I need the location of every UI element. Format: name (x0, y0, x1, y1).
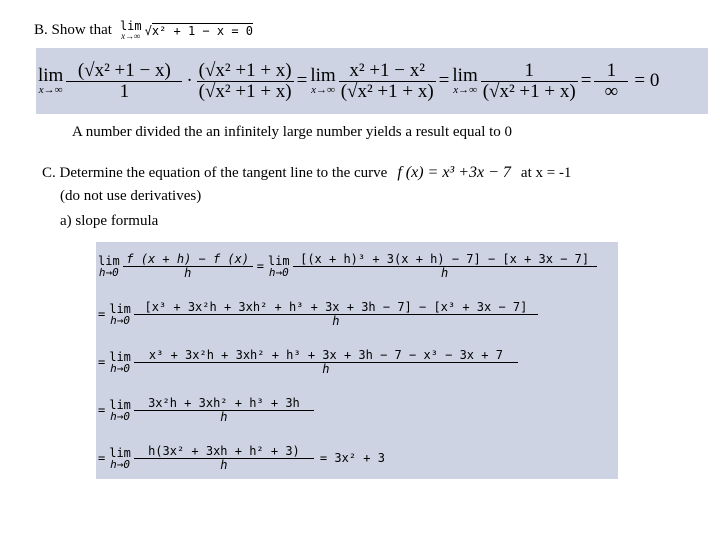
limit-word: lim (267, 253, 290, 268)
point-condition: at x = -1 (520, 164, 572, 181)
limit-subscript: h→0 (98, 265, 119, 279)
limit-operator (109, 303, 131, 326)
limit-operator (109, 447, 131, 470)
fraction-denominator: (√x² +1 + x) (198, 80, 292, 102)
fraction-numerator: f (x + h) − f (x) (126, 251, 250, 266)
limit-operator (310, 66, 335, 96)
equation-result: = 0 (634, 70, 660, 91)
derivation-line-1 (98, 246, 597, 286)
fraction-denominator: ∞ (594, 81, 628, 102)
fraction-numerator: (√x² +1 − x) (77, 59, 171, 81)
equals-sign: = (98, 355, 106, 369)
fraction-denominator: h (134, 314, 538, 328)
fraction-step1-right (197, 61, 294, 102)
equals-sign: = (580, 70, 592, 91)
fraction-line5 (134, 445, 314, 471)
slope-result: = 3x² + 3 (319, 451, 385, 465)
multiply-dot: · (186, 70, 193, 91)
equals-sign: = (98, 451, 106, 465)
fraction-denominator: h (293, 266, 597, 280)
partB-heading-text: B. Show that (34, 22, 112, 38)
fraction-step3 (481, 61, 578, 102)
fraction-step4 (594, 61, 628, 102)
fraction-denominator: (√x² +1 + x) (482, 80, 576, 102)
limit-subscript: h→0 (110, 409, 131, 423)
limit-subscript: x→∞ (38, 84, 63, 96)
equals-sign: = (438, 70, 450, 91)
limit-word: lim (98, 253, 120, 268)
fraction-denominator: h (134, 410, 314, 424)
derivation-line-3 (98, 342, 518, 382)
limit-subscript: h→0 (110, 457, 131, 471)
partC-heading-text: C. Determine the equation of the tangent line to the curve (42, 164, 388, 181)
limit-operator (109, 399, 131, 422)
limit-word: lim (38, 65, 64, 86)
partC-subnote: (do not use derivatives) (60, 188, 202, 204)
limit-word: lim (109, 349, 131, 364)
fraction-denominator: 1 (66, 81, 182, 102)
limit-subscript: x→∞ (311, 84, 335, 96)
fraction-line1-right (293, 253, 597, 279)
fraction-line1-left (123, 253, 253, 279)
limit-word: lim (109, 445, 131, 460)
limit-subscript: x→∞ (121, 31, 141, 41)
fraction-denominator: (√x² +1 + x) (340, 80, 434, 102)
limit-word: lim (119, 19, 142, 33)
fraction-numerator: [x³ + 3x²h + 3xh² + h³ + 3x + 3h − 7] − [x³ + 3x − 7] (144, 299, 528, 314)
limit-operator (452, 66, 477, 96)
derivation-line-4 (98, 390, 314, 430)
limit-subscript: h→0 (268, 265, 289, 279)
heading-expression-text: x² + 1 − x = 0 (151, 23, 254, 38)
fraction-numerator: 3x²h + 3xh² + h³ + 3h (148, 395, 300, 410)
fraction-denominator: h (123, 266, 253, 280)
fraction-numerator: 1 (606, 59, 617, 81)
partB-heading (34, 20, 253, 41)
equals-sign: = (296, 70, 308, 91)
partB-heading-expression: √x² + 1 − x = 0 (144, 23, 254, 38)
equals-sign: = (256, 259, 264, 273)
partB-heading-limit (120, 20, 142, 41)
partB-equation (38, 52, 659, 110)
equals-sign: = (98, 403, 106, 417)
fraction-numerator: x³ + 3x²h + 3xh² + h³ + 3x + 3h − 7 − x³ − 3x + 7 (148, 347, 503, 362)
fraction-step2 (339, 61, 436, 102)
fraction-line4 (134, 397, 314, 423)
limit-subscript: h→0 (110, 361, 131, 375)
fraction-denominator: h (134, 362, 518, 376)
limit-operator (98, 255, 120, 278)
partB-note: A number divided the an infinitely large number yields a result equal to 0 (72, 124, 513, 140)
fraction-numerator: h(3x² + 3xh + h² + 3) (148, 443, 300, 458)
limit-word: lim (452, 65, 478, 86)
fraction-line2 (134, 301, 538, 327)
limit-operator (38, 66, 63, 96)
limit-word: lim (310, 65, 336, 86)
fraction-numerator: (√x² +1 + x) (198, 59, 292, 81)
fraction-numerator: 1 (524, 59, 534, 81)
partC-heading (42, 164, 571, 182)
limit-word: lim (109, 397, 131, 412)
limit-operator (109, 351, 131, 374)
limit-subscript: h→0 (110, 313, 131, 327)
fraction-denominator: h (134, 458, 314, 472)
equals-sign: = (98, 307, 106, 321)
limit-operator (268, 255, 290, 278)
fraction-line3 (134, 349, 518, 375)
fraction-step1-left (66, 61, 182, 102)
derivation-line-2 (98, 294, 538, 334)
curve-function: f (x) = x³ +3x − 7 (397, 164, 511, 181)
derivation-line-5 (98, 438, 385, 478)
limit-subscript: x→∞ (453, 84, 477, 96)
fraction-numerator: [(x + h)³ + 3(x + h) − 7] − [x + 3x − 7] (300, 251, 590, 266)
item-a-label: a) slope formula (60, 213, 159, 229)
fraction-numerator: x² +1 − x² (349, 59, 425, 81)
limit-word: lim (109, 301, 131, 316)
